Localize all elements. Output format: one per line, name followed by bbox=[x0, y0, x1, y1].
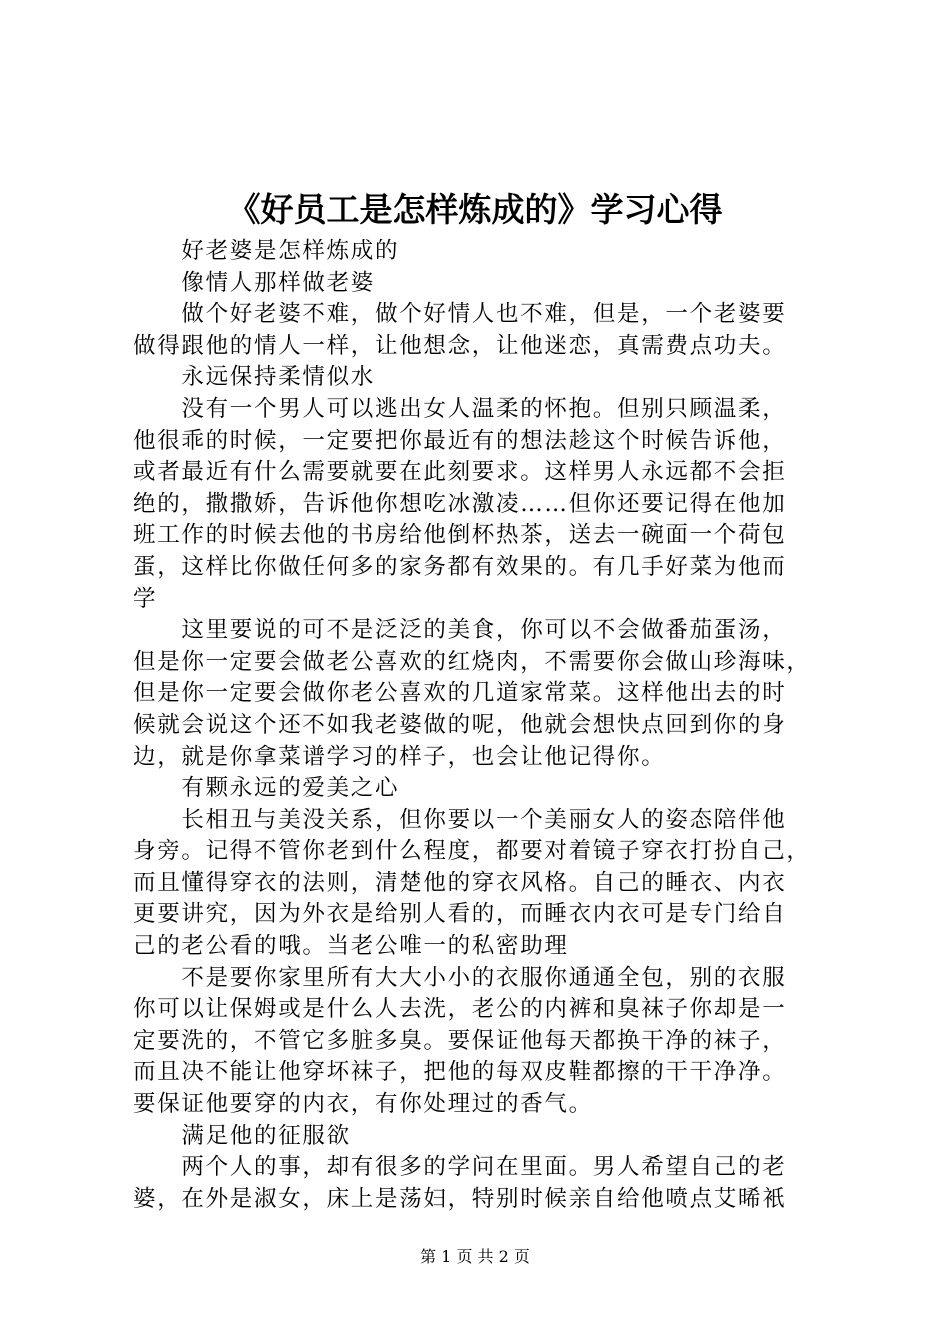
body-line: 蛋，这样比你做任何多的家务都有效果的。有几手好菜为他而 bbox=[133, 553, 787, 580]
body-line: 这里要说的可不是泛泛的美食，你可以不会做番茄蛋汤， bbox=[133, 617, 787, 644]
body-line: 好老婆是怎样炼成的 bbox=[133, 238, 400, 264]
body-line: 永远保持柔情似水 bbox=[133, 364, 376, 391]
body-line: 而且决不能让他穿坏袜子，把他的每双皮鞋都擦的干干净净。 bbox=[133, 1059, 787, 1086]
body-line: 两个人的事，却有很多的学问在里面。男人希望自己的老 bbox=[133, 1154, 787, 1181]
body-line: 班工作的时候去他的书房给他倒杯热茶，送去一碗面一个荷包 bbox=[133, 522, 787, 549]
document-title: 《好员工是怎样炼成的》学习心得 bbox=[227, 190, 723, 229]
body-line: 或者最近有什么需要就要在此刻要求。这样男人永远都不会拒 bbox=[133, 459, 787, 486]
body-line: 绝的，撒撒娇，告诉他你想吃冰激凌……但你还要记得在他加 bbox=[133, 490, 787, 517]
body-line: 像情人那样做老婆 bbox=[133, 269, 376, 296]
document-body bbox=[133, 236, 833, 1215]
body-line: 而且懂得穿衣的法则，清楚他的穿衣风格。自己的睡衣、内衣 bbox=[133, 869, 787, 896]
body-line: 长相丑与美没关系，但你要以一个美丽女人的姿态陪伴他 bbox=[133, 806, 787, 833]
body-line: 做个好老婆不难，做个好情人也不难，但是，一个老婆要 bbox=[133, 301, 787, 328]
body-line: 但是你一定要会做老公喜欢的红烧肉，不需要你会做山珍海味， bbox=[133, 648, 811, 675]
body-line: 他很乖的时候，一定要把你最近有的想法趁这个时候告诉他， bbox=[133, 427, 787, 454]
body-line: 你可以让保姆或是什么人去洗，老公的内裤和臭袜子你却是一 bbox=[133, 996, 787, 1023]
body-line: 做得跟他的情人一样，让他想念，让他迷恋，真需费点功夫。 bbox=[133, 332, 787, 359]
body-line: 己的老公看的哦。当老公唯一的私密助理 bbox=[133, 933, 569, 960]
body-line: 定要洗的，不管它多脏多臭。要保证他每天都换干净的袜子， bbox=[133, 1027, 787, 1054]
body-line: 边，就是你拿菜谱学习的样子，也会让他记得你。 bbox=[133, 743, 666, 770]
body-line: 学 bbox=[133, 585, 158, 612]
body-line: 满足他的征服欲 bbox=[133, 1122, 351, 1149]
body-line: 婆，在外是淑女，床上是荡妇，特别时候亲自给他喷点艾晞衹 bbox=[133, 1185, 787, 1212]
body-line: 不是要你家里所有大大小小的衣服你通通全包，别的衣服 bbox=[133, 964, 787, 991]
body-line: 身旁。记得不管你老到什么程度，都要对着镜子穿衣打扮自己， bbox=[133, 838, 811, 865]
body-line: 要保证他要穿的内衣，有你处理过的香气。 bbox=[133, 1091, 593, 1118]
body-line: 候就会说这个还不如我老婆做的呢，他就会想快点回到你的身 bbox=[133, 711, 787, 738]
body-line: 更要讲究，因为外衣是给别人看的，而睡衣内衣可是专门给自 bbox=[133, 901, 787, 928]
body-line: 有颗永远的爱美之心 bbox=[133, 775, 400, 802]
body-line: 没有一个男人可以逃出女人温柔的怀抱。但别只顾温柔， bbox=[133, 395, 787, 422]
page-footer: 第 1 页 共 2 页 bbox=[420, 1247, 530, 1266]
body-line: 但是你一定要会做你老公喜欢的几道家常菜。这样他出去的时 bbox=[133, 680, 787, 707]
